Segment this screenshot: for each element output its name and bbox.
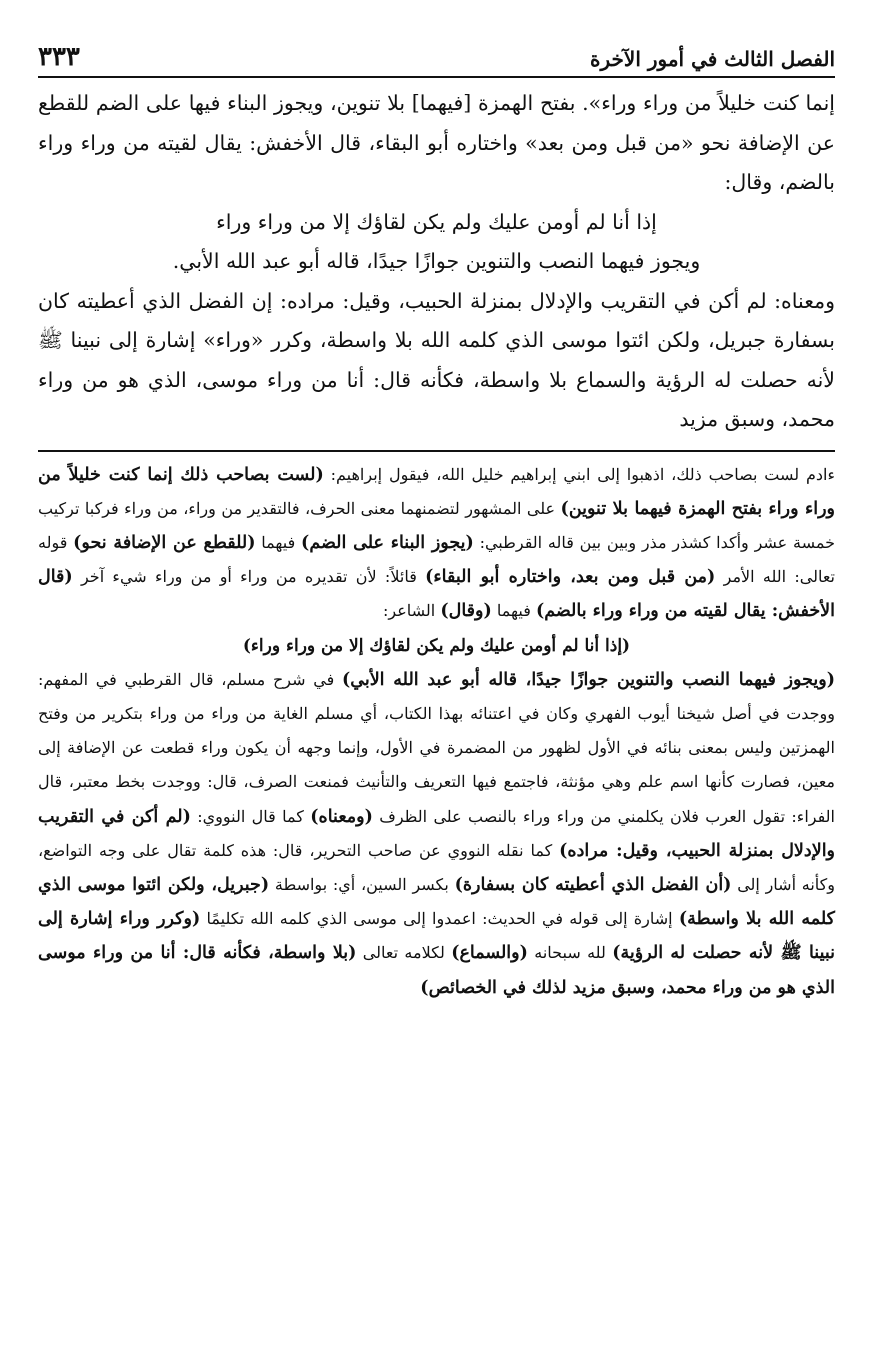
commentary-text-segment: بكسر السين، أي: بواسطة	[269, 874, 455, 894]
commentary-text-segment: قائلاً: لأن تقديره من وراء أو من وراء شيء آخر	[72, 567, 426, 587]
main-verse: إذا أنا لم أومن عليك ولم يكن لقاؤك إلا من وراء وراء	[216, 209, 657, 234]
main-paragraph-1: إنما كنت خليلاً من وراء وراء». بفتح الهمزة [فيهما] بلا تنوين، ويجوز البناء فيها على الضم للقطع عن الإضافة نحو «من قبل ومن بعد» واختاره أبو البقاء، قال الأخفش: يقال لقيته من وراء وراء بالضم، وقال:	[38, 91, 835, 194]
commentary-text-segment: ءادم لست بصاحب ذلك، اذهبوا إلى ابني إبراهيم خليل الله، فيقول إبراهيم:	[323, 464, 835, 484]
commentary-text-segment: قوله تعالى: الله الأمر	[38, 532, 835, 587]
commentary-text-segment: كما نقله النووي عن صاحب التحرير، قال: هذه كلمة تقال على وجه التواضع، وكأنه أشار إلى	[38, 840, 835, 894]
quoted-matn: (جبريل، ولكن ائتوا موسى الذي كلمه الله بلا واسطة)	[38, 874, 836, 930]
main-paragraph-3: ومعناه: لم أكن في التقريب والإدلال بمنزلة الحبيب، وقيل: مراده: إن الفضل الذي أعطيته كان بسفارة جبريل، ولكن ائتوا موسى الذي كلمه الله بلا واسطة، وكرر «وراء» إشارة إلى نبينا ﷺ لأنه حصلت له الرؤية والسماع بلا واسطة، فكأنه قال: أنا من وراء موسى، الذي هو من وراء محمد، وسبق مزيد	[38, 288, 835, 431]
commentary-text-segment: لله سبحانه	[527, 943, 613, 963]
book-page	[38, 32, 835, 1344]
commentary-paragraph-2	[38, 663, 835, 1005]
quoted-matn: (والسماع)	[451, 943, 528, 964]
page-number: ٣٣٣	[38, 42, 80, 72]
quoted-matn: (أن الفضل الذي أعطيته كان بسفارة)	[454, 874, 732, 895]
commentary-paragraph-1	[38, 458, 835, 629]
commentary-text-segment: كما قال النووي:	[190, 806, 311, 826]
commentary-text-segment: فيهما	[255, 532, 302, 552]
quoted-matn: (من قبل ومن بعد، واختاره أبو البقاء)	[425, 567, 716, 588]
commentary-text-segment: فيهما	[491, 601, 536, 621]
footnote-divider	[38, 450, 835, 452]
quoted-matn: (يجوز البناء على الضم)	[301, 532, 474, 553]
quoted-matn: (وكرر وراء إشارة إلى نبينا ﷺ لأنه حصلت له الرؤية)	[38, 909, 835, 964]
commentary-text-segment: الشاعر:	[383, 601, 441, 621]
quoted-matn: (لست بصاحب ذلك إنما كنت خليلاً من وراء وراء بفتح الهمزة فيهما بلا تنوين)	[38, 464, 835, 519]
quoted-matn: (لم أكن في التقريب والإدلال بمنزلة الحبيب، وقيل: مراده)	[38, 806, 836, 861]
commentary-text-segment: لكلامه تعالى	[356, 943, 452, 963]
main-paragraph-2: ويجوز فيهما النصب والتنوين جوازًا جيدًا، قاله أبو عبد الله الأبي.	[172, 249, 701, 273]
commentary-text-segment: في شرح مسلم، قال القرطبي في المفهم: ووجدت في أصل شيخنا أيوب الفهري وكان في اعتنائه بهذا الكتاب، أي مسلم الغاية من وراء من وراء بتكرير من وفتح الهمزتين وليس بمعنى بنائه في الأول لظهور من المضمرة في الأول، وإنما وجهه أن يكون وراء قطعت عن الإضافة إلى معين، فصارت كأنها اسم علم وهي مؤنثة، فاجتمع فيها التعريف والتأنيث فمنعت الصرف، قال: ووجدت بخط معتبر، قال الفراء: تقول العرب فلان يكلمني من وراء وراء بالنصب على الظرف	[38, 669, 836, 826]
commentary-text-segment: على المشهور لتضمنهما معنى الحرف، فالتقدير من وراء، من وراء فركبا تركيب خمسة عشر وأكدا كشذر مذر وبين بين قاله القرطبي:	[38, 498, 835, 552]
quoted-matn: (ومعناه)	[310, 806, 373, 827]
running-head: الفصل الثالث في أمور الآخرة	[590, 47, 835, 71]
commentary-text-segment: إشارة إلى قوله في الحديث: اعمدوا إلى موسى الذي كلمه الله تكليمًا	[200, 909, 679, 929]
quoted-matn: (بلا واسطة، فكأنه قال: أنا من وراء موسى الذي هو من وراء محمد، وسبق مزيد لذلك في الخصائص)	[38, 943, 835, 998]
quoted-matn: (ويجوز فيهما النصب والتنوين جوازًا جيدًا، قاله أبو عبد الله الأبي)	[341, 669, 835, 690]
quoted-matn: (وقال)	[440, 601, 492, 622]
quoted-matn: (قال الأخفش: يقال لقيته من وراء وراء بالضم)	[38, 567, 835, 622]
commentary-text	[38, 458, 835, 1005]
quoted-matn: (للقطع عن الإضافة نحو)	[73, 532, 256, 553]
main-text	[38, 84, 835, 440]
page-header	[38, 32, 835, 78]
commentary-verse: (إذا أنا لم أومن عليك ولم يكن لقاؤك إلا من وراء وراء)	[242, 635, 631, 656]
